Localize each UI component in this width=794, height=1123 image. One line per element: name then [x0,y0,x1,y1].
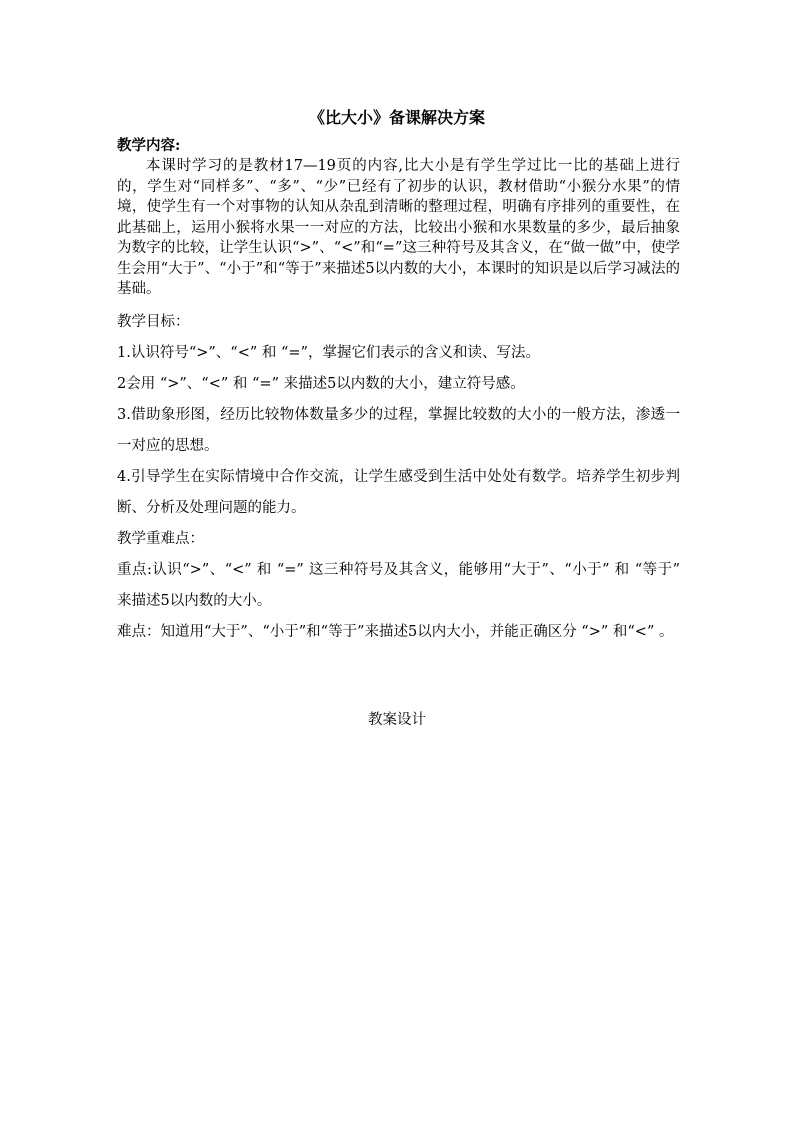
content-heading: 教学内容: [117,137,181,154]
objectives-heading: 教学目标： [117,314,190,330]
content-paragraph: 本课时学习的是教材17—19页的内容,比大小是有学生学过比一比的基础上进行的，学生对“同样多”、“多”、“少”已经有了初步的认识，教材借助“小猴分水果”的情境，使学生有一个对事物的认知从杂乱到清晰的整理过程，明确有序排列的重要性，在此基础上，运用小猴将水果一一对应的方法，比较出小猴和水果数量的多少，最后抽象为数字的比较，让学生认识“>”、“<”和“=”这三种符号及其含义，在“做一做”中，使学生会用“大于”、“小于”和“等于”来描述5以内数的大小，本课时的知识是以后学习减法的基础。 [117,158,680,297]
document-title: 《比大小》备课解决方案 [308,108,485,127]
objective-1: 1.认识符号“>”、“<” 和 “=”，掌握它们表示的含义和读、写法。 [117,345,540,361]
keypoint-text: 重点:认识“>”、“<” 和 “=” 这三种符号及其含义，能够用“大于”、“小于” 和 “等于” 来描述5以内数的大小。 [117,562,680,609]
design-heading: 教案设计 [368,712,426,728]
difficulty-text: 难点：知道用“大于”、“小于”和“等于”来描述5以内大小，并能正确区分 “>” 和“<” 。 [117,624,674,640]
objective-3: 3.借助象形图，经历比较物体数量多少的过程，掌握比较数的大小的一般方法，渗透一一对应的思想。 [117,407,680,454]
objective-4: 4.引导学生在实际情境中合作交流，让学生感受到生活中处处有数学。培养学生初步判断、分析及处理问题的能力。 [117,469,680,516]
keypoints-heading: 教学重难点： [117,531,204,547]
objective-2: 2会用 “>”、“<” 和 “=” 来描述5以内数的大小，建立符号感。 [117,376,525,392]
